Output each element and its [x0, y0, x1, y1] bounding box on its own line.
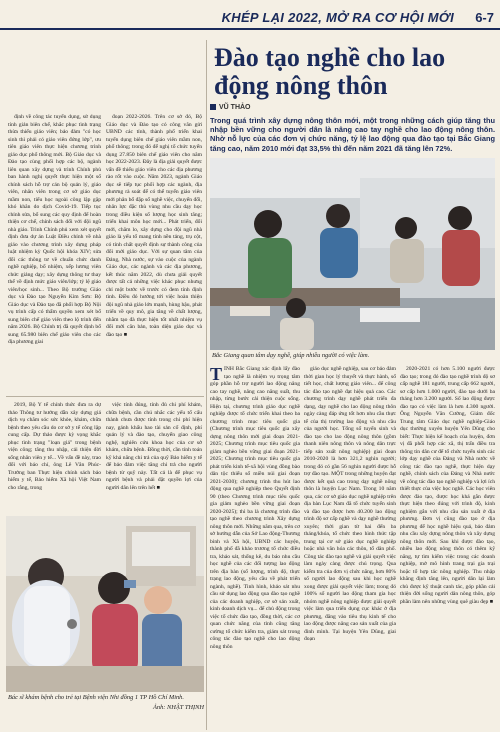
vocational-photo-caption: Bắc Giang quan tâm dạy nghề, giúp nhiều người có việc làm. — [212, 352, 370, 359]
prev-article-col-2: đoạn 2022-2026. Trên cơ sở đó, Bộ Giáo dục và Đào tạo có công văn gửi UBND các tỉnh, thành phố triển khai tuyển dụng biên chế giáo viên mầm non, phổ thông; trong đó để nghị tổ chức tuyển dụng 27.850 biên chế giáo viên cho năm học 2022-2023. Đây là địa giải quyết được vấn đề thiếu giáo viên cho các địa phương rào rốt vào cuộc. Năm 2023, ngành Giáo dục sẽ tiếp tục phối hợp các ngành, địa phương rà soát để có thể tuyển giáo viên mới phân bổ đặp số nghề việc, chuyển đổi, nhân lực đặc thù vùng nhu cầu dạy học trong điều kiện số lượng học sinh tăng; triển khai môn học mới... Phát triển, đổi mới, chăm lo, xây dựng cho đội ngũ nhà giáo là yếu tố mang tính nền tảng, trụ cột, có tính chất quyết định sự thành công của đổi mới giáo dục. Với sự quan tâm của Đảng, Nhà nước, sự vào cuộc của ngành Giáo dục, các ngành và các địa phương, kết thúc năm 2022, dù chưa giải quyết được tất cả những việc khác phục nhưng chỉ một bước về trước có đem tính định tình. Điều đó hướng tới việc hoàn thiện đội ngũ nhà giáo lớn mạnh, hùng hậu, phát triển về quy mô, gia tăng về chất lượng, nhằm tạo đà thực hiện tốt nhất nhiệm vụ đổi mới căn bản, toàn diện giáo dục và đào tạo ■ — [106, 114, 202, 338]
drop-cap: T — [210, 366, 223, 384]
article-body-col-1: TỈNH Bắc Giang xác định lấy đào tạo nghề là nhiệm vụ trọng tâm góp phần hỗ trợ người lao động nâng cao tay nghề, nâng cao năng suất, thu nhập, từng bước cải thiện cuộc sống. Hiện tại, chương trình giáo dục nghề nghiệp được tổ chức triển khai theo ba chương trình mục tiêu quốc gia (Chương trình mục tiêu quốc gia xây dựng nông thôn mới giai đoạn 2021-2025; Chương trình mục tiêu quốc gia giảm nghèo bền vững giai đoạn 2021-2025; Chương trình mục tiêu quốc gia phát triển kinh tế-xã hội vùng đồng bào dân tộc thiểu số miền núi giai đoạn 2021-2030); chương trình thu hút lao động qua nghề nghiệp theo Quyết định 90 (theo Chương trình mục tiêu quốc gia giảm nghèo bền vững giai đoạn 2020-2025); thì ba là chương trình đào tạo nghề theo chương trình Xây dựng nông thôn mới. Những năm qua, trên cơ sở hướng dẫn của Sở Lao động-Thương binh và Xã hội, UBND các huyện, thành phố đã khảo trương tổ chức điều tra, khảo sát, thống kê, du báo nhu cầu học nghề của các đối tượng lao động trên địa bàn (số lượng, trình độ, thực trạng lao động, yêu cầu về phát triển ngành, nghề). Tình hình, khảo sát nhu cầu sử dụng lao động qua đào tạo nghề của các doanh nghiệp, cơ sở sản xuất, kinh doanh dịch vụ... để chủ động trong việc tổ chức đào tạo, đồng thời, các cơ quan chức năng của tỉnh cũng tăng cường tổ chức kiểm tra, giám sát trong công tác đào tạo nghề cho lao động nông thôn — [210, 366, 300, 650]
article-body-col-3: 2020-2021 có hơn 5.100 người được đào tạo; trong đó đào tạo nghề trình độ sơ cấp nghề 181 người, trung cấp 662 người, sơ cấp hơn 1.000 người, đào tạo dưới ba tháng hơn 3.200 người. Số lao động được đào tạo có việc làm là hơn 4.300 người. Ông Nguyễn Văn Cường, Giám đốc Trung tâm Giáo dục nghề nghiệp-Giáo dục thường xuyên huyện Yên Dũng cho biết: Thực hiện kế hoạch của huyện, đơn vị đã phối hợp các xã, thị trấn điều tra thông tin dân cư để tổ chức tuyển sinh các lớp dạy nghề của Đảng và Nhà nước về công tác đào tạo nghề, thực hiện dạy nghề, chính sách của Đảng và Nhà nước về công tác đào tạo nghề nghiệp và lợi ích thiết thực của việc học nghề. Các học viên được đào tạo, được học khá gắn được thực hiện theo đúng với trình độ, kinh nghiệm gắn với nhu cầu sản xuất ở địa phương. Đơn vị cũng đào tạo ở địa phương để học nghề hiệu quả, bảo đảm nhu cầu xây dựng nông thôn và xây dựng nông thôn mới. Sau khi được đào tạo, nhiều lao động nông thôn có thêm kỹ năng, tự tìm kiếm việc trong các doanh nghiệp, mở mô hình trang trại gia trại hoặc tổ hợp tác nông nghiệp. Thu nhập khẳng định tăng lên, người dân lại làm chủ được kỹ thuật canh tác, góp phần cải thiện đời sống người dân nông thôn, góp phần làm nên những vùng quê giàu đẹp ■ — [400, 366, 495, 605]
hospital-photo-credit: Ảnh: NHẬT THỊNH — [152, 704, 204, 711]
hospital-photo-caption: Bác sĩ khám bệnh cho trẻ tại Bệnh viện Nhi đồng 1 TP Hồ Chí Minh. — [8, 694, 184, 701]
vocational-class-image — [210, 158, 495, 350]
article-author: VŨ THẢO — [210, 104, 251, 111]
hospital-photo-image — [6, 516, 204, 692]
header-rule — [0, 28, 500, 30]
section-divider — [6, 396, 204, 397]
vocational-class-photo — [210, 158, 495, 350]
section-title: KHÉP LẠI 2022, MỞ RA CƠ HỘI MỚI — [221, 10, 454, 25]
page-number: 6-7 — [475, 10, 494, 25]
article-body-col-2: giáo dục nghề nghiệp, sau cơ bảo đảm thời gian học lý thuyết và thực hành, số tiết học, chất lượng giáo viên... để công tác đào tạo nghề đạt hiệu quả cao. Các chương trình dạy nghề phát triển đa dạng, dạy nghề cho lao động nông thôn ngày càng đáp ứng tốt hơn nhu cầu thực tế của thị trường lao động và nhu cầu của người học. Tổng số tuyển sinh và đào tạo cho lao động nông thôn (gồm thanh niên nông thôn và nông dân trực tiếp sản xuất nông nghiệp) giai đoạn 2010-2020 là hơn 321,2 nghìn người; trong đó có gần 56 nghìn người được hỗ trợ đào tạo. MỘT trong những huyện đạt được kết quả cao trong dạy nghề nông thôn là huyện Lục Nam. Trong 10 năm qua, các cơ sở giáo dục nghề nghiệp trên địa bàn Lục Nam đã tổ chức tuyển sinh và đào tạo được hơn 40.200 lao động trình độ sơ cấp nghề và dạy nghề thường xuyên; thời gian từ hai đến ba tháng/khóa, tổ chức theo hình thức tập trung tại cơ sở giáo dục nghề nghiệp hoặc nhà văn hóa các thôn, tổ dân phố. Công tác đào tạo nghề và giải quyết việc làm ngày càng được chú trọng. Qua kiểm tra của đơn vị chức năng, hơn 80% số người lao động sau khi học nghề xong được giải quyết việc làm; trong đó 100% số người lao động tham gia học nhóm nghề nông nghiệp được giải quyết việc làm qua triển dụng cục khác ở địa phương, đăng vào tiêu thụ kinh tế cho lao động được nâng cao sản xuất của gia đình mình. Tại huyện Yên Dũng, giai đoạn — [304, 366, 396, 642]
page-header — [0, 0, 500, 30]
column-rule — [206, 40, 207, 730]
article-title: Đào tạo nghề cho lao động nông thôn — [214, 43, 446, 100]
author-marker — [210, 104, 216, 110]
prev-article-col-1: định về công tác tuyển dụng, sử dụng tính giản biên chế, khắc phục tình trạng thừa thiếu giáo viên; bảo đảm "có học sinh thì phải có giáo viên đứng lớp", ưu tiên giáo viên thực hiện chương trình giáo dục phổ thông mới. Bộ Giáo dục và Đào tạo cùng phối hợp các bộ, ngành liên quan xây dựng và trình Chính phủ ban hành nghị quyết thực hiện một số chính sách hỗ trợ cán bộ quản lý, giáo viên, nhân viên trong cơ sở giáo dục mầm non, tiểu học ngoài công lập gặp khó khăn do dịch Covid-19. Tiếp tục chỉnh sửa, bổ sung các quy định để hoàn thiện cơ chế, chính sách đối với đội ngũ nhà giáo. Trình Chính phủ xem xét quyết định đưa dự án Luật Điều chỉnh về nhà giáo vào chương trình xây dựng pháp luật nhiệm kỳ Quốc hội khóa XIV; sửa đổi các thông tư về chuẩn chức danh nghề nghiệp, bổ nhiệm, xếp lương viên chức giảng dạy; xây dựng thông tư thay thế về định mức giáo viên/lớp; tỷ lệ giáo viên/học sinh... Theo Bộ trưởng Giáo dục và Đào tạo Nguyễn Kim Sơn: Bộ Giáo dục và Đào tạo đã phối hợp Bộ Nội vụ trình cấp có thẩm quyền xem xét bổ sung biên chế giáo viên theo lộ trình đến năm 2026. Bộ Chính trị đã quyết định bổ sung 65.980 biên chế giáo viên cho các địa phương giai — [8, 114, 101, 345]
article-sapo: Trong quá trình xây dựng nông thôn mới, một trong những cách giúp tăng thu nhập bền vững cho người dân là nâng cao tay nghề cho lao động nông thôn. Nhờ nỗ lực của các đơn vị chức năng, tỷ lệ lao động qua đào tạo tại Bắc Giang tăng cao, năm 2010 mới đạt 33,5% thì đến năm 2021 đã tăng lên 72%. — [210, 116, 495, 153]
hospital-photo — [6, 516, 204, 692]
prev-article-col-4: việc tính đúng, tính đủ chi phí khám, chữa bệnh, cần chú nhắc các yếu tố cấu thành chưa được tính trong chi phí hiện nay, gánh khấu hao tài sản cố định, phí quản lý và đào tạo, chuyển giao công nghệ, nghiên cứu khoa học của cơ sở khám, chữa bệnh. Đồng thời, cần tính toán kỹ khả năng chi trả của quỹ Bảo hiểm y tế để bảo đảm việc tăng chi trả cho người bệnh từ quỹ này. Tất cả là để phục vụ người bệnh và phải đặt quyền lợi của người dân lên trên hết ■ — [106, 402, 202, 491]
prev-article-col-3: 2019, Bộ Y tế chính thức đưa ra dự thảo Thông tư hướng dẫn xây dựng giá dịch vụ chăm sóc sức khỏe, khám, chữa bệnh theo yêu cầu do cơ sở y tế công lập cung cấp. Dự thảo được kỳ vọng khắc phục tình trạng "loạn giá" trong bệnh viện công; tăng thu nhập, cải thiện đời sống nhân viên y tế... Về vấn đề này, trao đổi với báo chí, ông Lê Văn Phúc-Trưởng ban Thực hiện chính sách bảo hiểm y tế, Bảo hiểm Xã hội Việt Nam cho rằng, trong — [8, 402, 101, 491]
